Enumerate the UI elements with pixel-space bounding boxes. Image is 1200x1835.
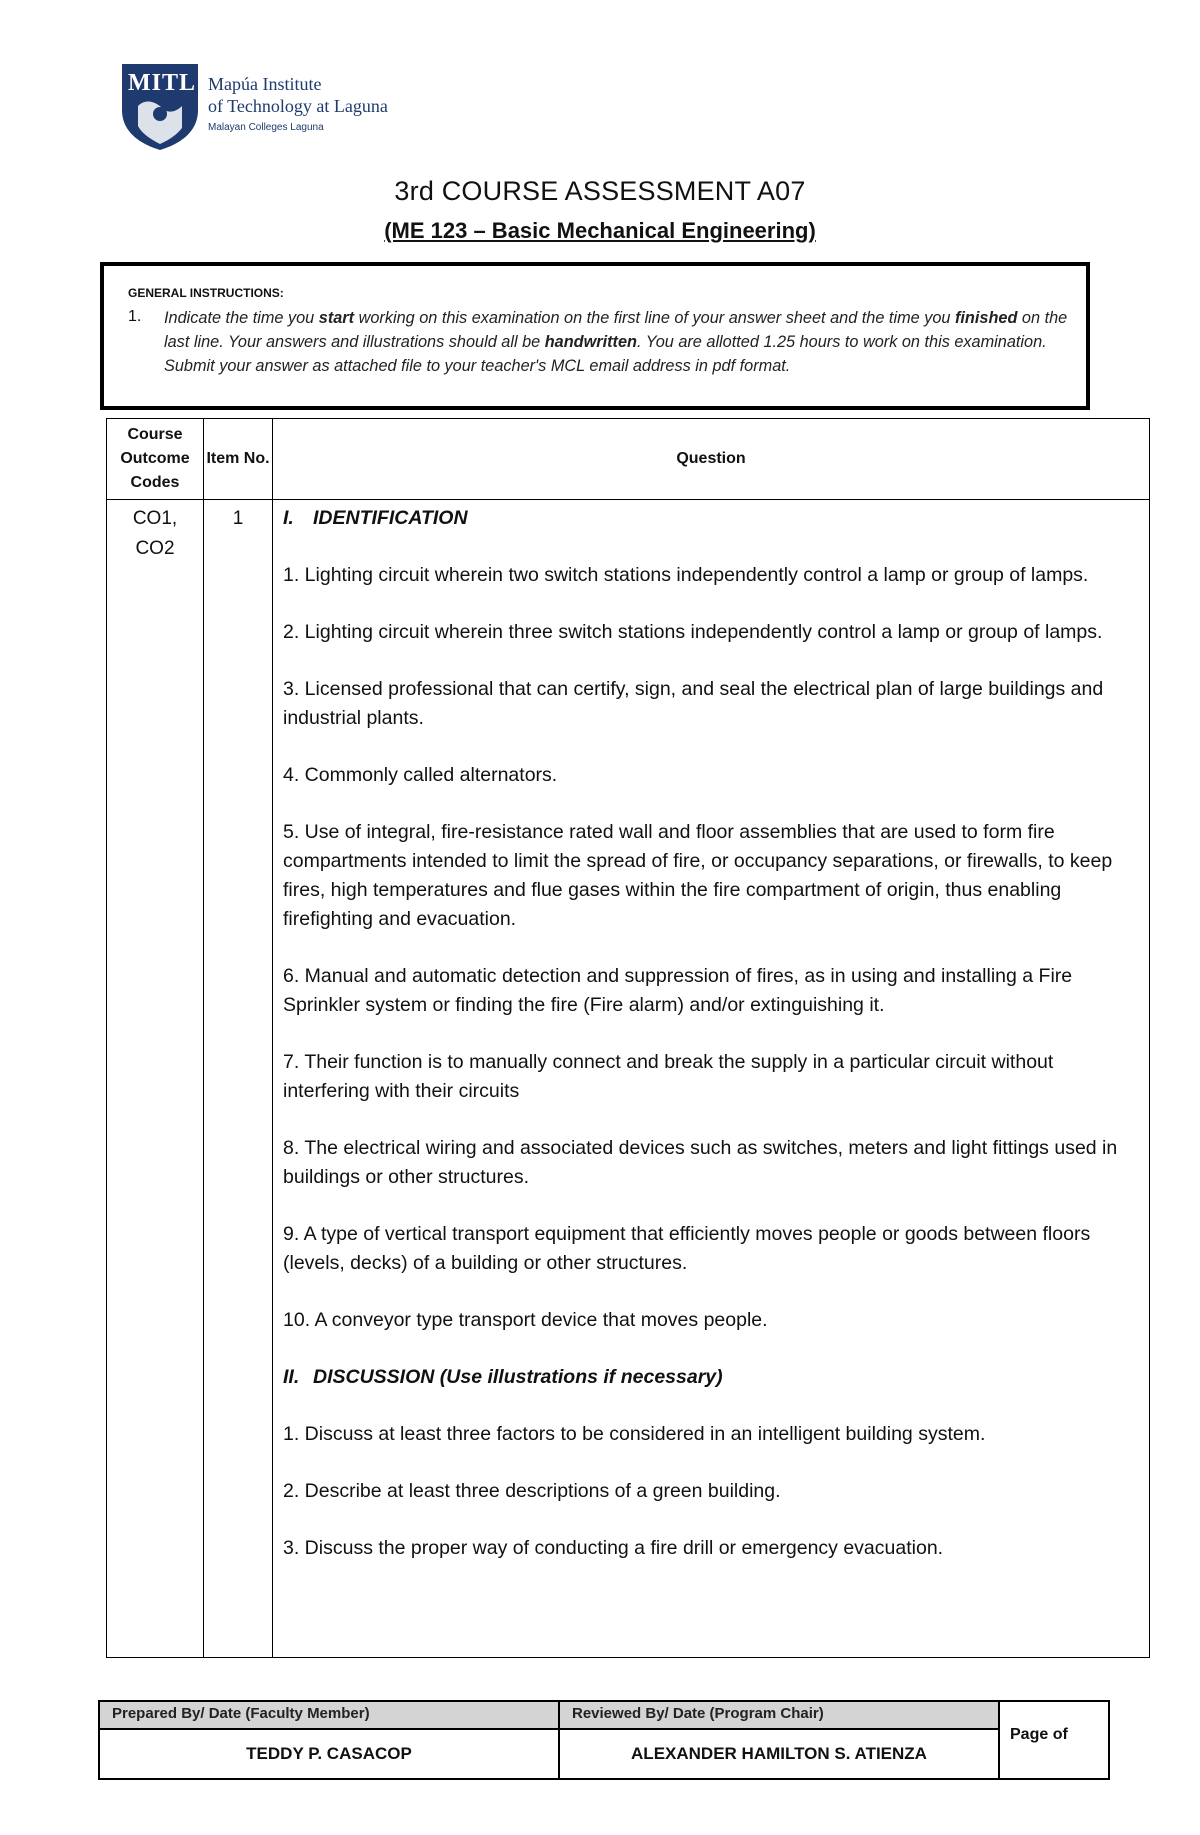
identification-question: 5. Use of integral, fire-resistance rated wall and floor assemblies that are used to form fire compartments intended to limit the spread of fire, or occupancy separations, or firewalls, to keep fires, high temperatures and flue gases within the fire compartment of origin, thus enabling firefighting and evacuation.: [283, 821, 1113, 930]
section-1-roman: I.: [283, 507, 294, 529]
discussion-question: 2. Describe at least three descriptions of a green building.: [283, 1480, 781, 1502]
instr-part-1: Indicate the time you: [164, 309, 319, 327]
page-title: 3rd COURSE ASSESSMENT A07: [394, 176, 806, 206]
instr-bold-handwritten: handwritten: [544, 333, 637, 351]
instr-part-2: working on this examination on the first line of your answer sheet and the time you: [354, 309, 955, 327]
identification-question: 9. A type of vertical transport equipment that efficiently moves people or goods between floors (levels, decks) of a building or other structures.: [283, 1223, 1091, 1274]
instructions-number: 1.: [128, 308, 142, 325]
section-discussion-title: [283, 1363, 1139, 1392]
course-outcome-cell: [107, 500, 204, 1658]
instructions-heading: GENERAL INSTRUCTIONS:: [128, 286, 284, 300]
page-of-label: Page of: [1010, 1726, 1068, 1743]
header-question: Question: [273, 419, 1150, 500]
identification-question: 10. A conveyor type transport device that moves people.: [283, 1309, 768, 1331]
question-cell: [273, 500, 1150, 1658]
question-table: [106, 418, 1150, 1658]
section-identification-title: [283, 504, 1139, 533]
identification-question: 2. Lighting circuit wherein three switch stations independently control a lamp or group of lamps.: [283, 621, 1103, 643]
signature-footer: [98, 1700, 1110, 1780]
table-header-row: [107, 419, 1150, 500]
identification-question: 6. Manual and automatic detection and suppression of fires, as in using and installing a Fire Sprinkler system or finding the fire (Fire alarm) and/or extinguishing it.: [283, 965, 1073, 1016]
header-item-no: Item No.: [204, 419, 273, 500]
table-row: [107, 500, 1150, 1658]
identification-question: 7. Their function is to manually connect and break the supply in a particular circuit without interfering with their circuits: [283, 1051, 1054, 1102]
instr-bold-finished: finished: [954, 309, 1018, 327]
prepared-by-cell: [100, 1702, 560, 1778]
instr-bold-start: start: [318, 309, 355, 327]
instructions-text: [164, 306, 1074, 378]
reviewed-by-name: ALEXANDER HAMILTON S. ATIENZA: [631, 1744, 927, 1763]
course-code-1: CO1,: [132, 508, 178, 529]
discussion-question: 3. Discuss the proper way of conducting a fire drill or emergency evacuation.: [283, 1537, 944, 1559]
identification-question: 3. Licensed professional that can certify, sign, and seal the electrical plan of large buildings and industrial plants.: [283, 678, 1104, 729]
section-2-title: DISCUSSION (Use illustrations if necessary): [313, 1366, 723, 1388]
page-subtitle: (ME 123 – Basic Mechanical Engineering): [384, 218, 816, 243]
header-course-outcome-codes: Course Outcome Codes: [107, 419, 204, 500]
logo-org-line-1: Mapúa Institute: [208, 74, 322, 94]
identification-question: 1. Lighting circuit wherein two switch stations independently control a lamp or group of lamps.: [283, 564, 1089, 586]
logo-shield-text: MITL: [128, 70, 197, 96]
section-1-title: IDENTIFICATION: [313, 507, 468, 529]
course-code-2: CO2: [135, 538, 175, 559]
identification-question: 4. Commonly called alternators.: [283, 764, 558, 786]
prepared-by-label: Prepared By/ Date (Faculty Member): [100, 1702, 558, 1730]
reviewed-by-cell: [560, 1702, 1000, 1778]
prepared-by-name: TEDDY P. CASACOP: [246, 1744, 412, 1763]
reviewed-by-label: Reviewed By/ Date (Program Chair): [560, 1702, 998, 1730]
item-number-cell: 1: [204, 500, 273, 1658]
logo-org-line-2: of Technology at Laguna: [208, 96, 388, 116]
discussion-question: 1. Discuss at least three factors to be considered in an intelligent building system.: [283, 1423, 986, 1445]
instr-part-3: on the last line. Your answers and illustrations should all be: [164, 309, 1068, 351]
page-number-cell: [1000, 1702, 1108, 1778]
section-2-roman: II.: [283, 1366, 300, 1388]
institution-logo: [120, 62, 410, 154]
instr-part-4: . You are allotted 1.25 hours to work on this examination. Submit your answer as attached file to your teacher's MCL email address in pdf format.: [164, 333, 1047, 375]
general-instructions-box: [100, 262, 1090, 410]
identification-question: 8. The electrical wiring and associated devices such as switches, meters and light fittings used in buildings or other structures.: [283, 1137, 1118, 1188]
logo-org-line-3: Malayan Colleges Laguna: [208, 122, 324, 133]
